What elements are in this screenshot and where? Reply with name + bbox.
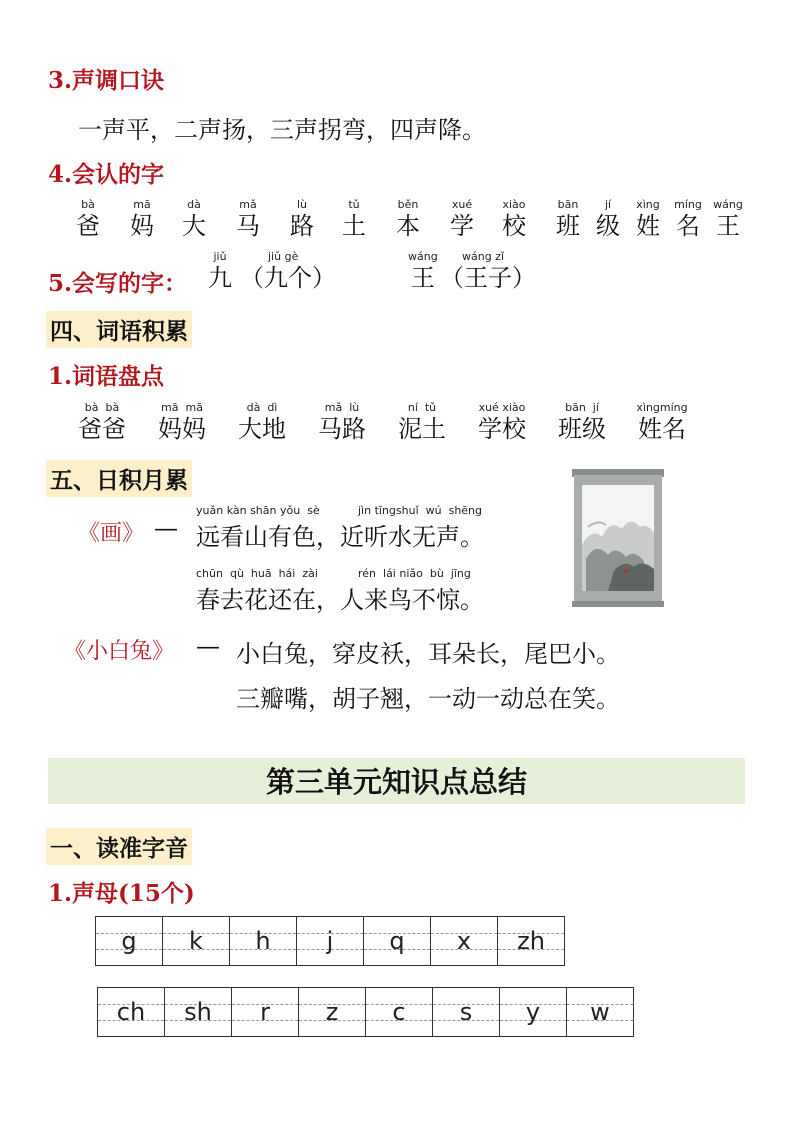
initial-letter: c [392, 998, 406, 1026]
write-char-wang: wáng 王 [408, 250, 438, 292]
poem-hua-line1-pinyin-b: jìn tīngshuǐ wú shēng [358, 504, 483, 517]
write-word-wang-zi: wáng zǐ （王子） [440, 250, 536, 292]
recognize-char: lù 路 [290, 198, 314, 240]
poem-rabbit-line2: 三瓣嘴，胡子翘，一动一动总在笑。 [236, 685, 620, 713]
write-word-jiu-ge: jiǔ gè （九个） [240, 250, 336, 292]
initial-letter: k [189, 927, 203, 955]
recognize-char: xué 学 [450, 198, 474, 240]
initial-letter: s [459, 998, 473, 1026]
review-word: xìngmíng 姓名 [636, 401, 688, 443]
unit-3-section-1-heading: 一、读准字音 [46, 828, 192, 865]
initial-letter: sh [184, 998, 212, 1026]
initial-cell [165, 988, 232, 1036]
initial-letter: h [255, 927, 271, 955]
initial-cell [98, 988, 165, 1036]
review-word: dà dì 大地 [238, 401, 286, 443]
initial-letter: zh [517, 927, 545, 955]
section-5-heading: 5.会写的字： [48, 270, 188, 297]
initial-letter: x [456, 927, 472, 955]
review-word: bān jí 班级 [558, 401, 606, 443]
initial-letter: w [590, 998, 610, 1026]
initial-cell [232, 988, 299, 1036]
section-five-heading: 五、日积月累 [46, 460, 192, 497]
initial-letter: g [121, 927, 137, 955]
initial-cell [364, 917, 431, 965]
initial-letter: y [525, 998, 541, 1026]
write-char-jiu: jiǔ 九 [208, 250, 232, 292]
initial-cell [96, 917, 163, 965]
initial-cell [366, 988, 433, 1036]
section-4-heading: 4.会认的字 [48, 161, 165, 188]
recognize-char: dà 大 [182, 198, 206, 240]
review-word: ní tǔ 泥土 [398, 401, 446, 443]
initials-grid-row-2 [97, 987, 634, 1037]
initial-letter: j [326, 927, 334, 955]
section-3-heading: 3.声调口诀 [48, 67, 165, 94]
initial-cell [230, 917, 297, 965]
poem-hua-line1-pinyin-a: yuǎn kàn shān yǒu sè [196, 504, 320, 517]
initial-cell [299, 988, 366, 1036]
poem-hua-line1: 远看山有色，近听水无声。 [196, 523, 484, 551]
word-review-heading: 1.词语盘点 [48, 363, 165, 390]
review-word: bà bà 爸爸 [78, 401, 126, 443]
initial-cell [498, 917, 564, 965]
poem-hua-line2-pinyin-a: chūn qù huā hái zài [196, 567, 318, 580]
initial-cell [433, 988, 500, 1036]
initial-letter: ch [116, 998, 146, 1026]
review-word: xué xiào 学校 [478, 401, 526, 443]
poem-rabbit-dash: — [196, 632, 220, 660]
recognize-char: wáng 王 [713, 198, 743, 240]
initial-letter: z [325, 998, 339, 1026]
review-word: mā mā 妈妈 [158, 401, 206, 443]
recognize-char: xìng 姓 [636, 198, 660, 240]
recognize-char: tǔ 土 [342, 198, 366, 240]
poem-rabbit-title: 《小白兔》 [64, 639, 175, 664]
initial-cell [431, 917, 498, 965]
initials-grid-row-1 [95, 916, 565, 966]
recognize-char: jí 级 [596, 198, 620, 240]
poem-hua-line2-pinyin-b: rén lái niǎo bù jīng [358, 567, 471, 580]
unit-3-title: 第三单元知识点总结 [48, 758, 745, 804]
recognize-char: mā 妈 [130, 198, 154, 240]
review-word: mǎ lù 马路 [318, 401, 366, 443]
initial-cell [500, 988, 567, 1036]
poem-hua-dash: — [154, 514, 178, 542]
poem-hua-title: 《画》 [78, 521, 145, 546]
section-four-heading: 四、词语积累 [46, 311, 192, 348]
initial-cell [567, 988, 633, 1036]
initial-cell [297, 917, 364, 965]
recognize-char: mǎ 马 [236, 198, 260, 240]
recognize-char: běn 本 [396, 198, 420, 240]
initial-cell [163, 917, 230, 965]
poem-hua-line2: 春去花还在，人来鸟不惊。 [196, 586, 484, 614]
landscape-scroll-painting [568, 467, 668, 609]
recognize-char: xiào 校 [502, 198, 526, 240]
tone-rhyme-text: 一声平，二声扬，三声拐弯，四声降。 [78, 116, 486, 144]
recognize-char: bà 爸 [76, 198, 100, 240]
recognize-char: bān 班 [556, 198, 580, 240]
initial-letter: q [389, 927, 405, 955]
initials-heading: 1.声母(15个) [48, 880, 195, 907]
recognize-char: míng 名 [674, 198, 702, 240]
initial-letter: r [260, 998, 270, 1026]
poem-rabbit-line1: 小白兔，穿皮袄，耳朵长，尾巴小。 [236, 640, 620, 668]
